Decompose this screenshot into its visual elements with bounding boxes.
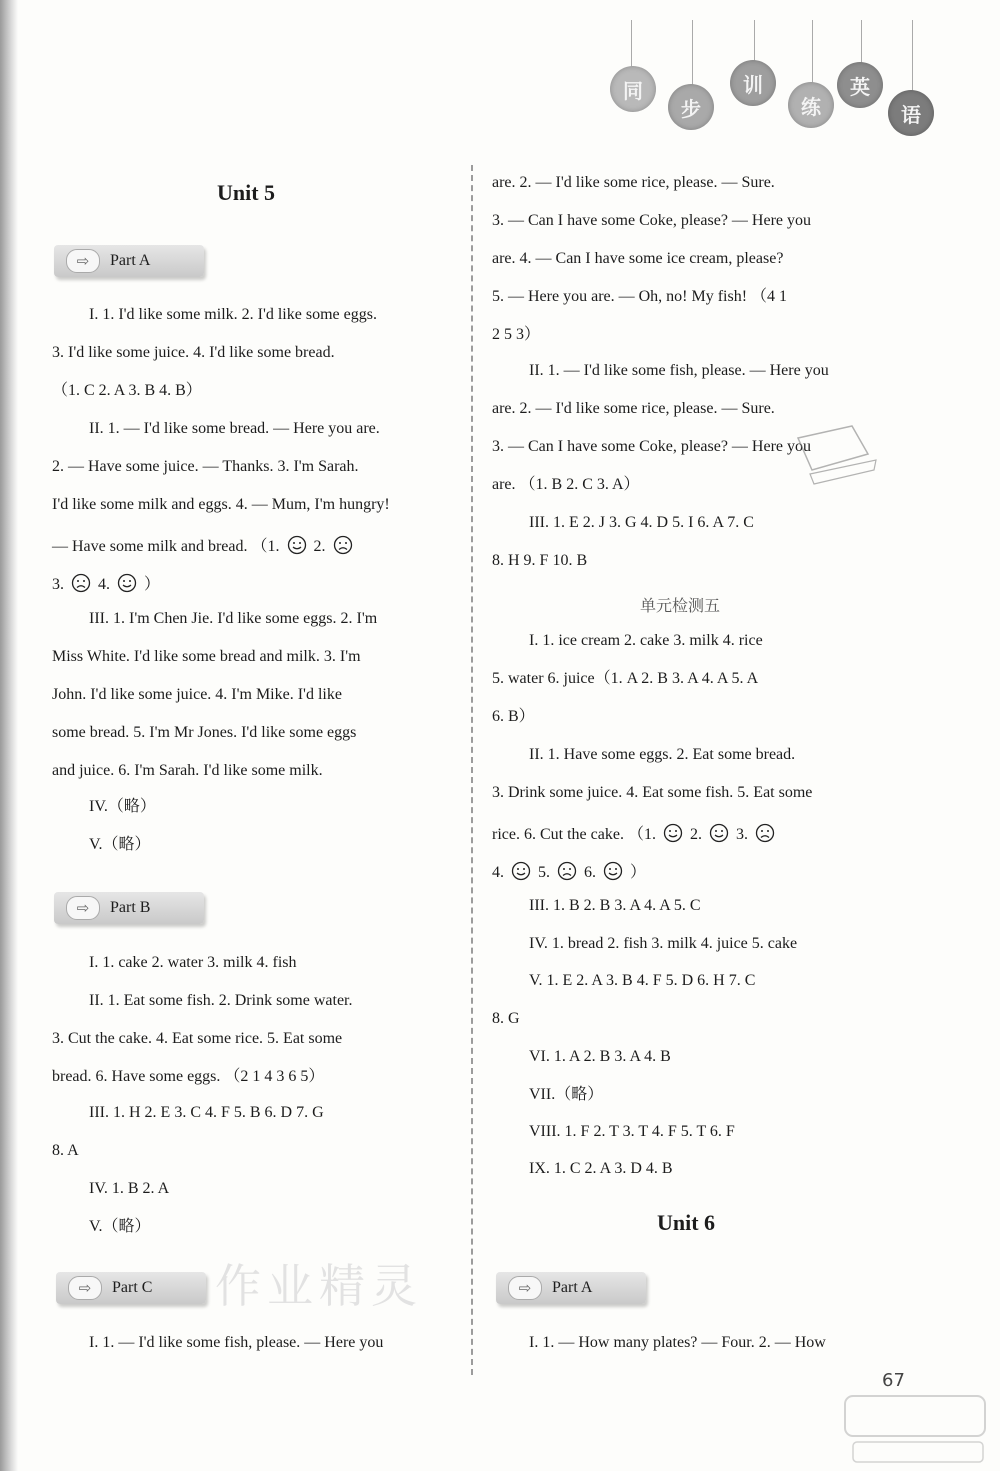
part-a-label <box>54 245 204 277</box>
answer-line: （1. C 2. A 3. B 4. B） <box>52 382 202 399</box>
answer-line: 3. — Can I have some Coke, please? — Here you <box>492 212 812 229</box>
smiley-face-icon <box>117 573 137 593</box>
answer-line-with-faces <box>52 535 356 557</box>
part-c-label <box>56 1272 206 1304</box>
smiley-face-icon <box>511 861 531 881</box>
corner-watermark-logo <box>835 1390 995 1468</box>
answer-line: Miss White. I'd like some bread and milk. 3. I'm <box>52 648 361 665</box>
answer-line: IV. 1. bread 2. fish 3. milk 4. juice 5. cake <box>529 935 798 952</box>
arrow-right-icon: ⇨ <box>68 1276 102 1300</box>
answer-line: II. 1. — I'd like some bread. — Here you are. <box>89 420 380 437</box>
answer-line-with-faces <box>492 861 646 883</box>
answer-line: V.（略） <box>89 1218 151 1235</box>
answer-line: 8. H 9. F 10. B <box>492 552 588 569</box>
answer-line: 2. — Have some juice. — Thanks. 3. I'm Sarah. <box>52 458 359 475</box>
banner-string <box>861 20 862 64</box>
banner-char: 练 <box>788 82 834 128</box>
answer-line: 3. Cut the cake. 4. Eat some rice. 5. Eat some <box>52 1030 343 1047</box>
answer-line: VIII. 1. F 2. T 3. T 4. F 5. T 6. F <box>529 1123 735 1140</box>
answer-line: VII.（略） <box>529 1086 604 1103</box>
answer-text: 4. <box>492 864 504 881</box>
sad-face-icon <box>333 535 353 555</box>
banner-char: 同 <box>610 66 656 112</box>
smiley-face-icon <box>287 535 307 555</box>
series-banner <box>560 20 980 150</box>
answer-line: 8. G <box>492 1010 520 1027</box>
answer-line: VI. 1. A 2. B 3. A 4. B <box>529 1048 671 1065</box>
answer-line: I'd like some milk and eggs. 4. — Mum, I'm hungry! <box>52 496 390 513</box>
banner-char: 训 <box>730 60 776 106</box>
answer-line: I. 1. I'd like some milk. 2. I'd like some eggs. <box>89 306 377 323</box>
part-b-label <box>54 892 204 924</box>
answer-text: 6. <box>584 864 596 881</box>
answer-line: IX. 1. C 2. A 3. D 4. B <box>529 1160 673 1177</box>
unit-title: Unit 6 <box>657 1210 716 1235</box>
answer-line: II. 1. Have some eggs. 2. Eat some bread. <box>529 746 796 763</box>
answer-line: II. 1. — I'd like some fish, please. — Here you <box>529 362 829 379</box>
answer-text: 2. <box>689 826 702 843</box>
smiley-face-icon <box>663 823 683 843</box>
answer-line-with-faces <box>52 573 160 595</box>
part-label-text: Part C <box>112 1279 153 1296</box>
answer-line-with-faces <box>492 823 778 845</box>
test-title: 单元检测五 <box>640 596 721 615</box>
answer-text: 5. <box>538 864 550 881</box>
answer-text: rice. 6. Cut the cake. （1. <box>492 826 656 843</box>
watermark: 作业精灵 <box>215 1259 423 1313</box>
answer-text: — Have some milk and bread. （1. <box>52 538 280 555</box>
answer-line: III. 1. B 2. B 3. A 4. A 5. C <box>529 897 701 914</box>
part-a-label <box>496 1272 646 1304</box>
banner-char: 英 <box>837 62 883 108</box>
arrow-right-icon: ⇨ <box>508 1276 542 1300</box>
banner-char: 语 <box>888 90 934 136</box>
answer-line: III. 1. H 2. E 3. C 4. F 5. B 6. D 7. G <box>89 1104 324 1121</box>
answer-line: are. （1. B 2. C 3. A） <box>492 476 640 493</box>
answer-line: V.（略） <box>89 836 151 853</box>
answer-line: are. 4. — Can I have some ice cream, please? <box>492 250 784 267</box>
unit-title: Unit 5 <box>217 180 276 205</box>
banner-string <box>912 20 913 92</box>
answer-line: II. 1. Eat some fish. 2. Drink some water. <box>89 992 353 1009</box>
answer-line: V. 1. E 2. A 3. B 4. F 5. D 6. H 7. C <box>529 972 756 989</box>
answer-line: 2 5 3） <box>492 326 541 343</box>
answer-line: I. 1. — I'd like some fish, please. — Here you <box>89 1334 384 1351</box>
arrow-right-icon: ⇨ <box>66 249 100 273</box>
sad-face-icon <box>557 861 577 881</box>
arrow-right-icon: ⇨ <box>66 896 100 920</box>
part-label-text: Part A <box>110 252 151 269</box>
answer-line: I. 1. cake 2. water 3. milk 4. fish <box>89 954 297 971</box>
answer-line: I. 1. ice cream 2. cake 3. milk 4. rice <box>529 632 763 649</box>
answer-line: I. 1. — How many plates? — Four. 2. — How <box>529 1334 826 1351</box>
answer-line: bread. 6. Have some eggs. （2 1 4 3 6 5） <box>52 1068 325 1085</box>
answer-text: 3. <box>52 576 64 593</box>
answer-line: 8. A <box>52 1142 79 1159</box>
sad-face-icon <box>755 823 775 843</box>
book-spine-shadow <box>0 0 18 1471</box>
answer-line: 3. I'd like some juice. 4. I'd like some bread. <box>52 344 335 361</box>
answer-line: John. I'd like some juice. 4. I'm Mike. I'd like <box>52 686 342 703</box>
stamp-icon <box>790 420 880 490</box>
part-label-text: Part A <box>552 1279 593 1296</box>
answer-line: 5. water 6. juice（1. A 2. B 3. A 4. A 5. A <box>492 670 759 687</box>
answer-line: 3. — Can I have some Coke, please? — Here you <box>492 438 812 455</box>
answer-line: IV.（略） <box>89 798 156 815</box>
answer-line: III. 1. I'm Chen Jie. I'd like some eggs. 2. I'm <box>89 610 378 627</box>
answer-line: are. 2. — I'd like some rice, please. — Sure. <box>492 400 775 417</box>
answer-line: and juice. 6. I'm Sarah. I'd like some milk. <box>52 762 323 779</box>
answer-line: some bread. 5. I'm Mr Jones. I'd like some eggs <box>52 724 357 741</box>
sad-face-icon <box>71 573 91 593</box>
answer-line: III. 1. E 2. J 3. G 4. D 5. I 6. A 7. C <box>529 514 754 531</box>
answer-line: 3. Drink some juice. 4. Eat some fish. 5. Eat some <box>492 784 813 801</box>
page-number: 67 <box>882 1370 905 1391</box>
banner-char: 步 <box>668 84 714 130</box>
answer-text: 2. <box>313 538 326 555</box>
answer-line: IV. 1. B 2. A <box>89 1180 170 1197</box>
answer-line: are. 2. — I'd like some rice, please. — Sure. <box>492 174 775 191</box>
smiley-face-icon <box>709 823 729 843</box>
answer-text: ） <box>630 864 647 881</box>
answer-text: 3. <box>735 826 748 843</box>
smiley-face-icon <box>603 861 623 881</box>
answer-line: 6. B） <box>492 708 535 725</box>
answer-text: ） <box>144 576 161 593</box>
part-label-text: Part B <box>110 899 151 916</box>
answer-line: 5. — Here you are. — Oh, no! My fish! （4 1 <box>492 288 788 305</box>
column-divider <box>471 165 473 1375</box>
answer-text: 4. <box>98 576 110 593</box>
